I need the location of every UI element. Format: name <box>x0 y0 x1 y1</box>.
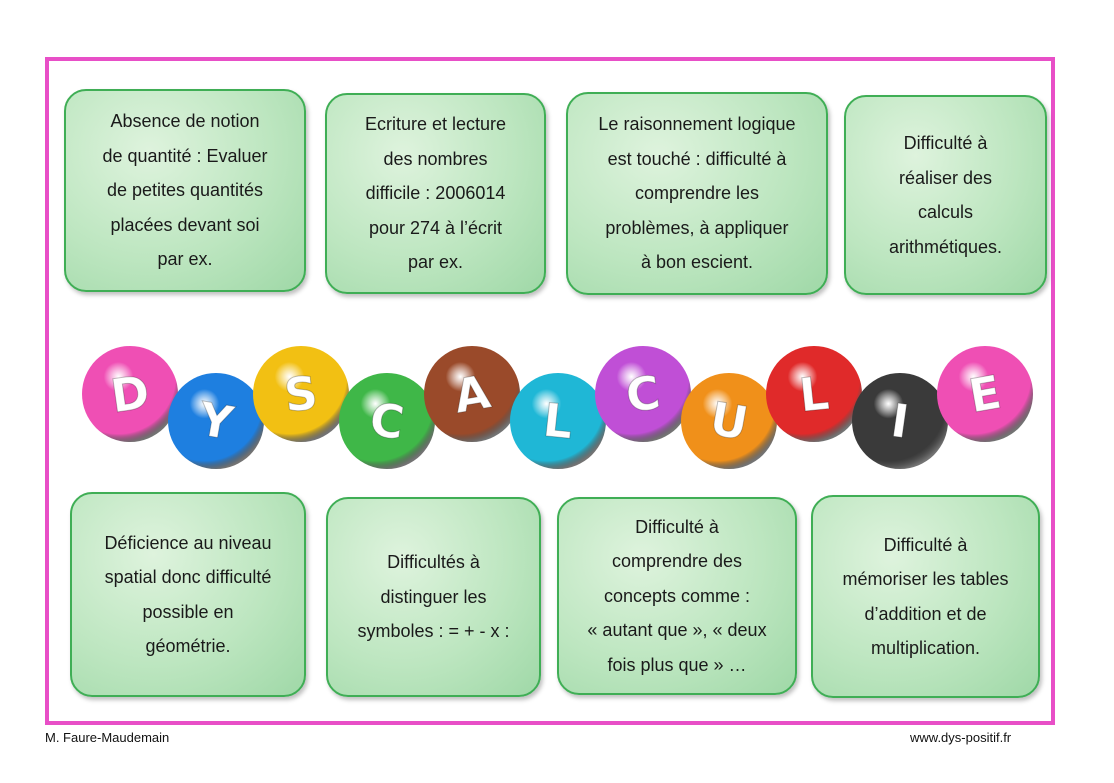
ball-letter: L <box>796 365 832 423</box>
card-spatial <box>70 492 306 697</box>
card-text: Déficience au niveau spatial donc difficulté possible en géométrie. <box>104 532 272 656</box>
card-text: Difficulté à mémoriser les tables d’addition et de multiplication. <box>842 534 1009 658</box>
ball-letter: D <box>107 364 153 424</box>
ball-letter: I <box>887 393 913 449</box>
footer-author: M. Faure-Maudemain <box>45 730 170 745</box>
ball-letter: U <box>705 391 753 451</box>
card-tables <box>811 495 1040 698</box>
card-text: Difficulté à réaliser des calculs arithmétiques. <box>888 133 1003 257</box>
card-quantity-notion <box>64 89 306 292</box>
ball-letter: E <box>964 364 1006 424</box>
card-number-reading <box>325 93 546 294</box>
card-text: Ecriture et lecture des nombres difficile : 2006014 pour 274 à l’écrit par ex. <box>364 114 507 273</box>
card-text: Le raisonnement logique est touché : difficulté à comprendre les problèmes, à appliquer à bon escient. <box>598 114 796 273</box>
card-text: Absence de notion de quantité : Evaluer de petites quantités placées devant soi par ex. <box>102 111 268 270</box>
letter-ball-e <box>934 343 1036 445</box>
footer-website[interactable]: www.dys-positif.fr <box>910 730 1012 745</box>
ball-letter: C <box>622 364 664 424</box>
card-concepts <box>557 497 797 695</box>
ball-letter: L <box>540 392 576 450</box>
card-text: Difficulté à comprendre des concepts comme : « autant que », « deux fois plus que » … <box>587 516 767 675</box>
card-text: Difficultés à distinguer les symboles : = + - x : <box>357 552 510 642</box>
card-logical-reasoning <box>566 92 828 295</box>
ball-letter: C <box>366 391 408 451</box>
card-symbols <box>326 497 541 697</box>
ball-letter: S <box>281 365 321 423</box>
card-arithmetic <box>844 95 1047 295</box>
ball-letter: A <box>449 364 495 424</box>
ball-letter: Y <box>194 391 238 451</box>
